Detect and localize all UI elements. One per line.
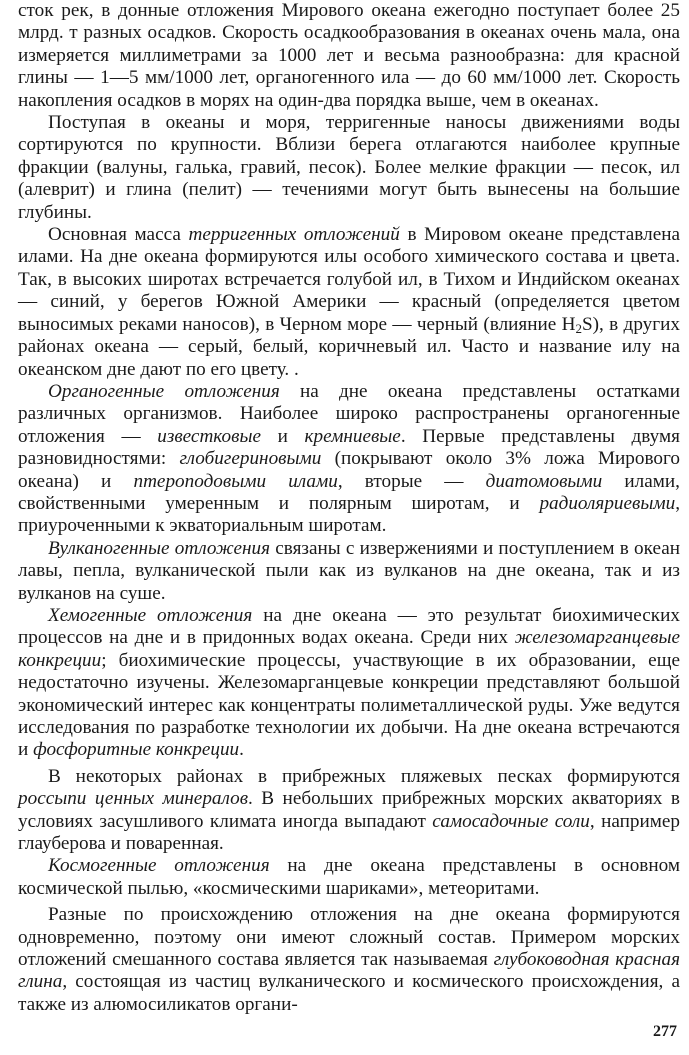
text-run: . Первые представлены двумя разновидностями: bbox=[18, 425, 680, 470]
page-number: 277 bbox=[653, 1023, 677, 1040]
paragraph-7 bbox=[18, 766, 680, 856]
text-run: на дне океана представлены в основном космической пылью, «космическими шариками», метеоритами. bbox=[18, 855, 680, 899]
text-run: S), в других районах океана — серый, белый, коричневый ил. Часто и название илу на океанском дне дают по его цвету. . bbox=[18, 313, 680, 380]
text-run: ; биохимические процессы, участвующие в их образовании, еще недостаточно изучены. Железомарганцевые конкреции представляют большой экономический интерес как концентраты полиметаллической руды. Уже ведутся исследования по разработке технологии их добычи. На дне океана встречаются и bbox=[18, 649, 680, 761]
paragraph-8 bbox=[18, 855, 680, 900]
italic-term: терригенных отложений bbox=[188, 224, 400, 246]
text-run: , приуроченными к экваториальным широтам. bbox=[18, 492, 680, 537]
paragraph-6 bbox=[18, 605, 680, 762]
text-run: и bbox=[260, 425, 305, 447]
paragraph-9 bbox=[18, 904, 680, 1016]
italic-term: птероподовыми илами bbox=[133, 470, 338, 492]
text-run: на дне океана — это результат биохимических процессов на дне и в придонных водах океана. Среди них bbox=[18, 604, 680, 649]
text-run: (покрывают около 3% ложа Мирового океана) и bbox=[18, 448, 680, 492]
italic-term: диатомовыми bbox=[485, 470, 603, 492]
text-run: Разные по происхождению отложения на дне океана формируются одновременно, поэтому они имеют сложный состав. Примером морских отложений смешанного состава является так называемая bbox=[18, 904, 680, 971]
text-run: илами, свойственными умеренным и полярным широтам, и bbox=[18, 470, 680, 514]
paragraph-2 bbox=[18, 112, 680, 224]
paragraph-4 bbox=[18, 381, 680, 538]
text-run: . bbox=[239, 739, 244, 761]
text-run: , вторые — bbox=[337, 470, 486, 492]
italic-term: Органогенные отложения bbox=[48, 380, 280, 402]
text-run: В некоторых районах в прибрежных пляжевых песках формируются bbox=[48, 765, 680, 787]
paragraph-5 bbox=[18, 538, 680, 605]
italic-term: Космогенные отложения bbox=[48, 855, 270, 877]
italic-term: глобигериновыми bbox=[179, 448, 322, 470]
text-run: связаны с извержениями и поступлением в океан лавы, пепла, вулканической пыли как из вулканов на дне океана, так и из вулканов на суше. bbox=[18, 537, 680, 604]
paragraph-1 bbox=[18, 0, 680, 112]
text-run: Поступая в океаны и моря, терригенные наносы движениями воды сортируются по крупности. Вблизи берега отлагаются наиболее крупные фракции (валуны, галька, гравий, песок). Более мелкие фракции — песок, ил (алеврит) и глина (пелит) — течениями могут быть вынесены на большие глубины. bbox=[18, 112, 680, 223]
italic-term: глубоководная красная глина bbox=[18, 949, 680, 993]
italic-term: россыпи ценных минералов bbox=[18, 788, 249, 810]
italic-term: известковые bbox=[157, 425, 261, 447]
subscript: 2 bbox=[575, 320, 582, 336]
paragraph-3 bbox=[18, 224, 680, 381]
italic-term: самосадочные соли bbox=[432, 810, 590, 832]
italic-term: радиоляриевыми bbox=[539, 492, 676, 514]
italic-term: Хемогенные отложения bbox=[48, 604, 253, 626]
text-run: , состоящая из частиц вулканического и космического происхождения, а также из алюмосиликатов органи- bbox=[18, 971, 680, 1015]
text-run: , например глауберова и поваренная. bbox=[18, 810, 680, 855]
italic-term: фосфоритные конкреции bbox=[33, 739, 240, 761]
page-body bbox=[18, 0, 680, 1016]
text-run: в Мировом океане представлена илами. На дне океана формируются илы особого химического состава и цвета. Так, в высоких широтах встречается голубой ил, в Тихом и Индийском океанах — синий, у берегов Южной Америки — красный (определяется цветом выносимых реками наносов), в Черном море — черный (влияние H bbox=[18, 224, 680, 335]
italic-term: железомарганцевые конкреции bbox=[18, 627, 680, 671]
italic-term: Вулканогенные отложения bbox=[48, 537, 271, 559]
text-run: на дне океана представлены остатками различных организмов. Наиболее широко распространены органогенные отложения — bbox=[18, 380, 680, 447]
italic-term: кремниевые bbox=[304, 425, 401, 447]
text-run: . В небольших прибрежных морских акваториях в условиях засушливого климата иногда выпадают bbox=[18, 788, 680, 832]
text-run: Основная масса bbox=[48, 224, 189, 246]
text-run: сток рек, в донные отложения Мирового океана ежегодно поступает более 25 млрд. т разных осадков. Скорость осадкообразования в океанах очень мала, она измеряется миллиметрами за 1000 лет и весьма разнообразна: для красной глины — 1—5 мм/1000 лет, органогенного ила — до 60 мм/1000 лет. Скорость накопления осадков в морях на один-два порядка выше, чем в океанах. bbox=[18, 0, 680, 111]
